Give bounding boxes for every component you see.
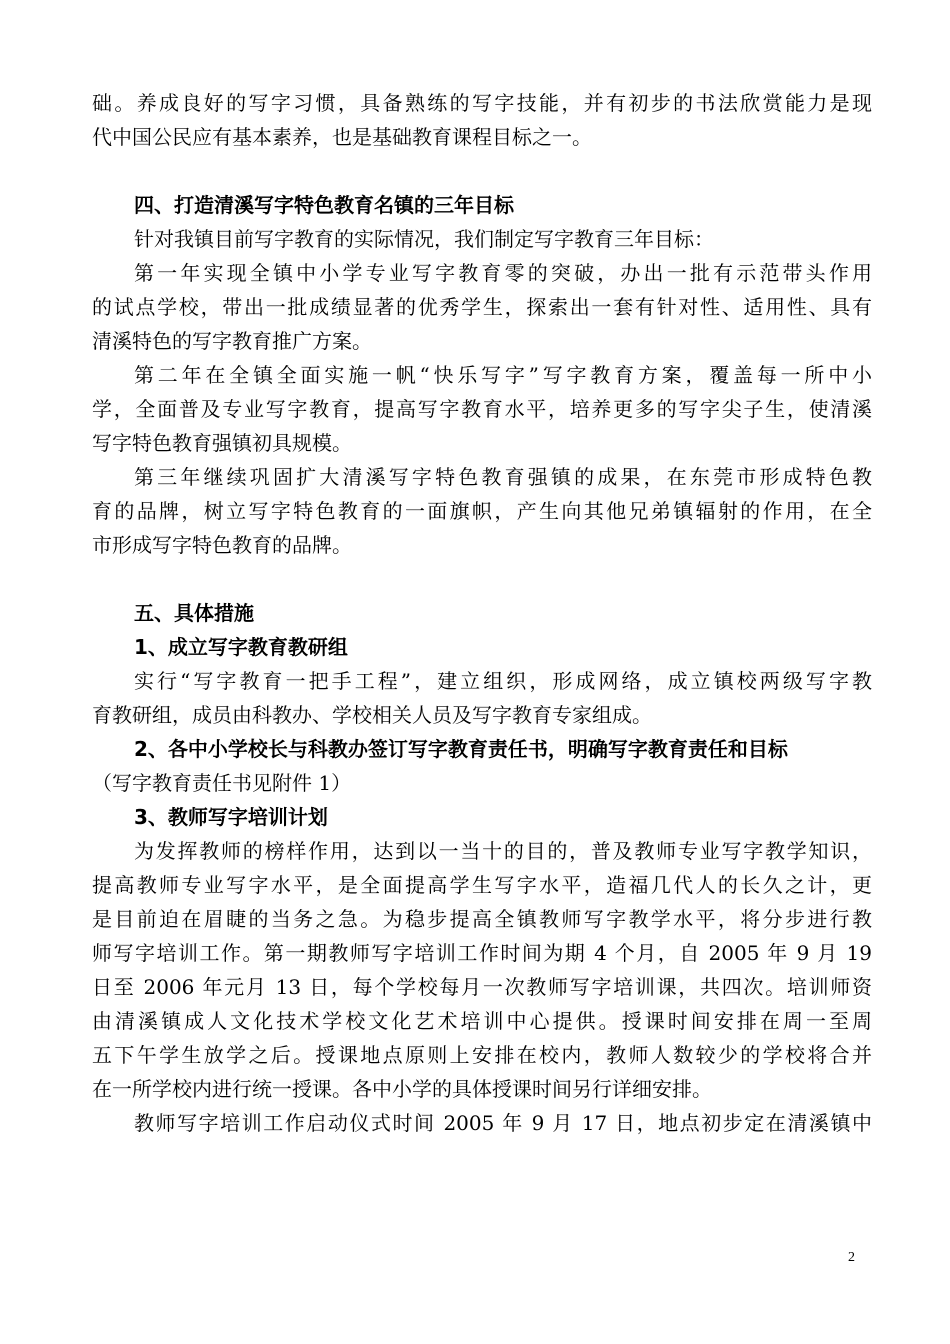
paragraph-line: 是目前迫在眉睫的当务之急。为稳步提高全镇教师写字教学水平，将分步进行教 [92, 907, 872, 931]
paragraph-line: 针对我镇目前写字教育的实际情况，我们制定写字教育三年目标： [134, 227, 714, 251]
paragraph-line: 在一所学校内进行统一授课。各中小学的具体授课时间另行详细安排。 [92, 1077, 712, 1101]
paragraph-line: 育的品牌，树立写字特色教育的一面旗帜，产生向其他兄弟镇辐射的作用，在全 [92, 499, 872, 523]
spacer [92, 154, 872, 188]
paragraph-line: 五下午学生放学之后。授课地点原则上安排在校内，教师人数较少的学校将合并 [92, 1043, 872, 1067]
paragraph-line: 为发挥教师的榜样作用，达到以一当十的目的，普及教师专业写字教学知识， [134, 839, 872, 863]
page-number: 2 [848, 1250, 855, 1265]
paragraph-line: 育教研组，成员由科教办、学校相关人员及写字教育专家组成。 [92, 703, 652, 727]
document-body [92, 86, 872, 1140]
section-heading-5: 五、具体措施 [134, 601, 254, 625]
paragraph-line: 的试点学校，带出一批成绩显著的优秀学生，探索出一套有针对性、适用性、具有 [92, 295, 872, 319]
paragraph-line: 清溪特色的写字教育推广方案。 [92, 329, 372, 353]
paragraph-line: 第三年继续巩固扩大清溪写字特色教育强镇的成果，在东莞市形成特色教 [134, 465, 872, 489]
paragraph-line: 第一年实现全镇中小学专业写字教育零的突破，办出一批有示范带头作用 [134, 261, 872, 285]
subheading-1: 1、成立写字教育教研组 [134, 635, 348, 659]
paragraph-line: 师写字培训工作。第一期教师写字培训工作时间为期 4 个月，自 2005 年 9 月 19 [92, 941, 872, 965]
paragraph-line: 代中国公民应有基本素养，也是基础教育课程目标之一。 [92, 125, 592, 149]
paragraph-line: 由清溪镇成人文化技术学校文化艺术培训中心提供。授课时间安排在周一至周 [92, 1009, 872, 1033]
paragraph-line: 础。养成良好的写字习惯，具备熟练的写字技能，并有初步的书法欣赏能力是现 [92, 91, 872, 115]
paragraph-line: （写字教育责任书见附件 1） [92, 771, 352, 795]
subheading-2: 2、各中小学校长与科教办签订写字教育责任书，明确写字教育责任和目标 [134, 737, 788, 761]
paragraph-line: 市形成写字特色教育的品牌。 [92, 533, 352, 557]
subheading-3: 3、教师写字培训计划 [134, 805, 328, 829]
paragraph-line: 实行“写字教育一把手工程”，建立组织，形成网络，成立镇校两级写字教 [134, 669, 872, 693]
section-heading-4: 四、打造清溪写字特色教育名镇的三年目标 [134, 193, 514, 217]
paragraph-line: 教师写字培训工作启动仪式时间 2005 年 9 月 17 日，地点初步定在清溪镇中 [134, 1111, 872, 1135]
paragraph-line: 提高教师专业写字水平，是全面提高学生写字水平，造福几代人的长久之计，更 [92, 873, 872, 897]
paragraph-line: 写字特色教育强镇初具规模。 [92, 431, 352, 455]
paragraph-line: 第二年在全镇全面实施一帆“快乐写字”写字教育方案，覆盖每一所中小 [134, 363, 872, 387]
paragraph-line: 学，全面普及专业写字教育，提高写字教育水平，培养更多的写字尖子生，使清溪 [92, 397, 872, 421]
spacer [92, 562, 872, 596]
paragraph-line: 日至 2006 年元月 13 日，每个学校每月一次教师写字培训课，共四次。培训师资 [92, 975, 872, 999]
